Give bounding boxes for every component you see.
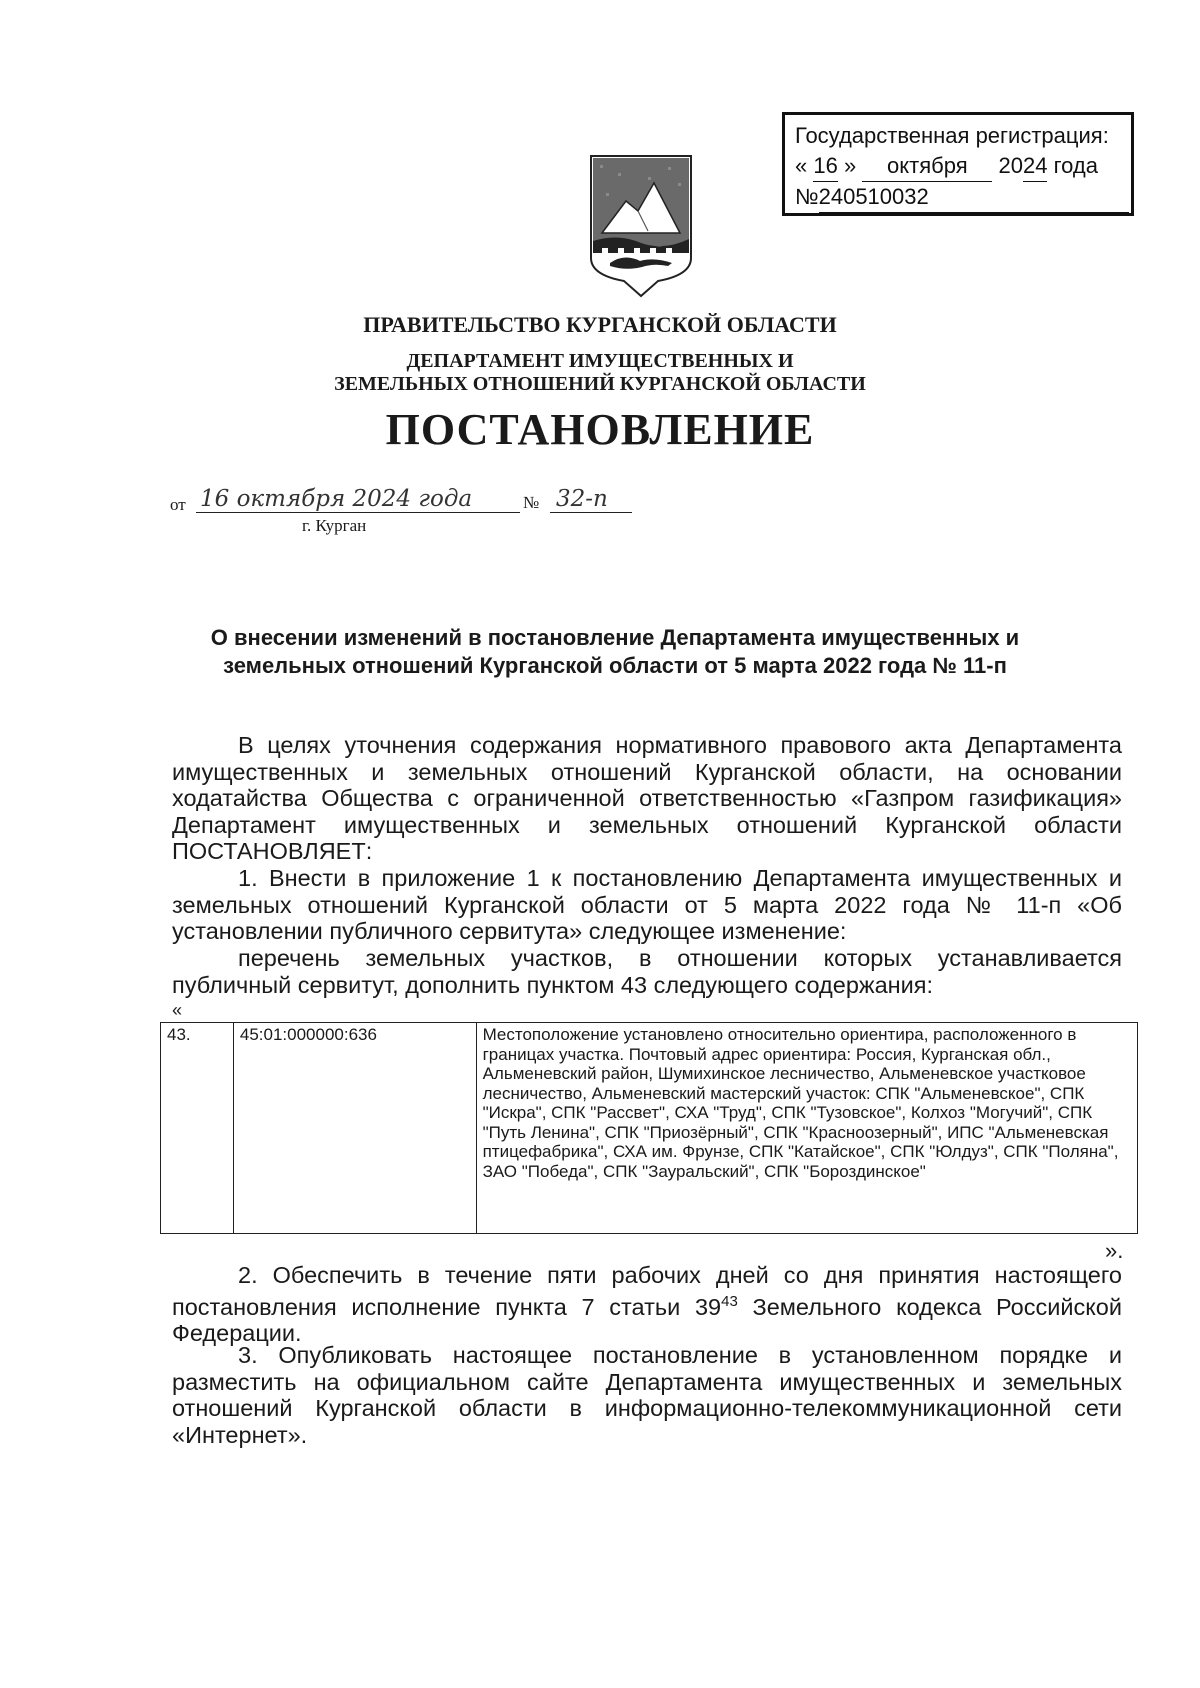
date-handwritten: 16 октября 2024 года: [200, 486, 473, 512]
table-cell-cadastral: 45:01:000000:636: [233, 1023, 476, 1234]
city-label: г. Курган: [302, 516, 367, 535]
quote-close: ».: [1105, 1238, 1124, 1263]
registration-day-open: «: [795, 153, 808, 178]
document-subject: О внесении изменений в постановление Департамента имущественных и земельных отношений Курганской области от 5 марта 2022 года № 11-п: [210, 625, 1020, 678]
paragraph-item-2-before: 2. Обеспечить в течение пяти рабочих дней со дня принятия настоящего постановления исполнение пункта 7 статьи 39: [172, 1262, 1122, 1320]
number-label: №: [523, 493, 540, 512]
registration-year-prefix: 20: [998, 153, 1023, 178]
number-handwritten: 32-п: [556, 486, 608, 512]
table-cell-location: Местоположение установлено относительно ориентира, расположенного в границах участка. Почтовый адрес ориентира: Россия, Курганская обл., Альменевский район, Шумихинское лесничество, Альменевское участковое лесничество, Альменевский мастерский участок: СПК "Альменевское", СПК "Искра", СПК "Рассвет", СХА "Труд", СПК "Тузовское", Колхоз "Могучий", СПК "Путь Ленина", СПК "Приозёрный", СПК "Красноозерный", ИПС "Альменевская птицефабрика", СХА им. Фрунзе, СПК "Катайское", СПК "Юлдуз", СПК "Поляна", ЗАО "Победа", СПК "Зауральский", СПК "Бороздинское": [476, 1023, 1137, 1234]
paragraph-item-2-sup: 43: [721, 1292, 738, 1310]
department-title: [0, 350, 1200, 396]
paragraph-item-2: [172, 1262, 1122, 1346]
quote-open: «: [172, 1000, 183, 1020]
document-type-title: ПОСТАНОВЛЕНИЕ: [385, 405, 815, 454]
government-title: ПРАВИТЕЛЬСТВО КУРГАНСКОЙ ОБЛАСТИ: [363, 312, 837, 337]
paragraph-item-3: 3. Опубликовать настоящее постановление в установленном порядке и разместить на официальном сайте Департамента имущественных и земельных отношений Курганской области в информационно-телекоммуникационной сети «Интернет».: [172, 1342, 1122, 1448]
registration-number: 240510032: [819, 182, 1129, 213]
department-title-line1: ДЕПАРТАМЕНТ ИМУЩЕСТВЕННЫХ И: [406, 350, 794, 372]
registration-year-word: года: [1053, 153, 1098, 178]
table-cell-number: 43.: [161, 1023, 234, 1234]
registration-number-row: [795, 182, 1131, 213]
department-title-line2: ЗЕМЕЛЬНЫХ ОТНОШЕНИЙ КУРГАНСКОЙ ОБЛАСТИ: [334, 373, 866, 395]
table-row: [161, 1023, 1138, 1234]
paragraph-item-1: 1. Внести в приложение 1 к постановлению Департамента имущественных и земельных отношений Курганской области от 5 марта 2022 года № 11-п «Об установлении публичного сервитута» следующее изменение:: [172, 865, 1122, 944]
registration-month: октября: [862, 151, 992, 182]
paragraph-list-amendment: перечень земельных участков, в отношении которых устанавливается публичный сервитут, дополнить пунктом 43 следующего содержания:: [172, 945, 1122, 998]
date-from-label: от: [170, 495, 186, 514]
registration-title: Государственная регистрация:: [795, 123, 1109, 148]
registration-day-close: »: [843, 153, 857, 178]
registration-stamp: [782, 112, 1134, 216]
paragraph-item-2-after: Земельного кодекса Российской Федерации.: [172, 1293, 1122, 1346]
registration-date: [795, 151, 1131, 182]
coat-of-arms-icon: [588, 153, 694, 298]
paragraph-preamble: В целях уточнения содержания нормативного правового акта Департамента имущественных и земельных отношений Курганской области, на основании ходатайства Общества с ограниченной ответственностью «Газпром газификация» Департамент имущественных и земельных отношений Курганской области ПОСТАНОВЛЯЕТ:: [172, 732, 1122, 864]
registration-year-suffix: 24: [1023, 151, 1047, 182]
land-plots-table: [160, 1022, 1138, 1234]
registration-day: 16: [813, 151, 837, 182]
registration-number-sign: №: [795, 184, 819, 209]
